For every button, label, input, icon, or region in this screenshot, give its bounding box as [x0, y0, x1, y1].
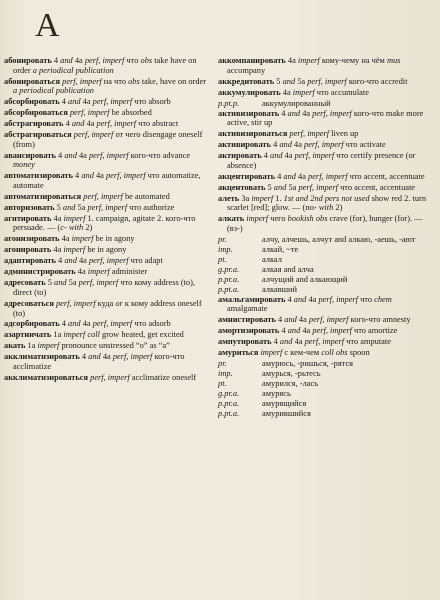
entry-text: 4 — [63, 119, 72, 129]
entry-label-italic: and — [54, 278, 67, 288]
inflection-row — [218, 409, 432, 419]
dictionary-entry — [4, 214, 212, 233]
entry-text: 4а — [100, 352, 113, 362]
inflection-row — [218, 399, 432, 409]
entry-text: take, have on order — [139, 76, 207, 86]
entry-label-italic: imperf — [260, 348, 283, 358]
entry-text: на что — [101, 76, 129, 86]
entry-text: 4а — [292, 337, 305, 347]
dictionary-entry — [4, 319, 212, 329]
entry-text: что adsorb — [132, 319, 171, 329]
entry-headword: аккумулировать — [218, 87, 281, 97]
entry-text: spoon — [347, 348, 370, 358]
entry-headword: администрировать — [4, 267, 76, 277]
entry-headword: абонировать — [4, 56, 52, 65]
inflection-label: p.pr.a. — [218, 274, 240, 284]
entry-label-italic: perf, imperf — [318, 294, 358, 304]
entry-label-italic: obs — [140, 56, 153, 65]
entry-headword: агонизировать — [4, 234, 60, 244]
entry-text: 5 — [45, 278, 55, 288]
entry-text: 2) — [83, 223, 93, 233]
entry-label-italic: and — [270, 151, 283, 161]
entry-label-italic: and — [64, 150, 77, 160]
entry-label-italic: imperf coll — [63, 330, 100, 340]
entry-headword: автоматизироваться — [4, 191, 82, 201]
inflection-row — [218, 99, 432, 109]
entry-text: 1а — [25, 341, 38, 351]
entry-headword: авторизовать — [4, 202, 55, 212]
inflection-forms: алкавший — [262, 284, 297, 294]
entry-text: кому-чему на чём — [319, 56, 387, 65]
dictionary-entry — [218, 140, 432, 150]
inflection-forms: алкая and алча — [262, 264, 314, 274]
entry-label-italic: and — [287, 108, 301, 118]
entry-text: с кем-чем — [282, 348, 322, 358]
entry-text: кого-что acclimatize — [13, 352, 185, 372]
entry-label-italic: imperf — [246, 214, 269, 224]
entry-label-italic: mus — [386, 56, 401, 65]
entry-text: acclimatize oneself — [129, 373, 197, 383]
entry-headword: абстрагировать — [4, 119, 64, 129]
entry-headword: адсорбировать — [4, 319, 60, 329]
entry-label-italic: and — [68, 97, 81, 107]
entry-label-italic: 1st and 2nd pers not used — [283, 193, 370, 203]
entry-label-italic: imperf — [297, 56, 320, 65]
right-column — [218, 56, 432, 419]
dictionary-entry — [4, 97, 212, 107]
inflection-forms: амурился, -лась — [262, 379, 319, 389]
entry-text: pronounce unstressed “o” as “a” — [59, 341, 170, 351]
entry-headword: азартничать — [4, 330, 52, 340]
inflection-forms: алкал — [262, 254, 282, 264]
entry-label-italic: perf, imperf — [92, 97, 133, 107]
entry-label-italic: perf, imperf — [112, 352, 153, 362]
entry-label-italic: perf, imperf — [308, 315, 349, 325]
entry-label-italic: imperf — [71, 234, 94, 244]
entry-text: кого-что accredit — [346, 76, 408, 86]
entry-text: 5а — [286, 182, 299, 192]
entry-label-italic: with — [318, 203, 334, 213]
entry-headword: акклиматизировать — [4, 352, 80, 362]
entry-text: liven up — [329, 129, 359, 139]
entry-headword: агонировать — [4, 245, 52, 255]
inflection-label: p.pr.a. — [218, 399, 240, 409]
entry-label-italic: imperf — [63, 245, 86, 255]
entry-label-italic: and — [282, 76, 296, 86]
entry-label-italic: coll obs — [321, 348, 348, 358]
entry-text: 4а — [84, 119, 97, 129]
entry-text: 4а — [75, 267, 88, 277]
entry-text: 4а — [282, 151, 295, 161]
inflection-label: p.pt.p. — [218, 98, 240, 108]
left-column — [4, 56, 212, 384]
entry-label-italic: perf, imperf — [88, 150, 129, 160]
entry-headword: акцентировать — [218, 171, 275, 181]
entry-label-italic: and — [71, 119, 85, 129]
dictionary-entry — [4, 341, 212, 351]
dictionary-entry — [4, 192, 212, 202]
dictionary-entry — [218, 315, 432, 325]
entry-label-italic: perf, imperf — [84, 56, 125, 65]
entry-text: administer — [109, 267, 148, 277]
entry-text: be automated — [122, 191, 170, 201]
entry-text: 4а — [59, 234, 72, 244]
inflection-row — [218, 389, 432, 399]
dictionary-entry — [4, 352, 212, 371]
entry-label-italic: bookish obs — [287, 214, 328, 224]
entry-text: 4а — [93, 171, 106, 181]
dictionary-entry — [4, 278, 212, 297]
dictionary-entry — [218, 151, 432, 170]
inflection-forms: алчущий and алкающий — [262, 274, 348, 284]
entry-headword: абсорбироваться — [4, 108, 68, 118]
dictionary-entry — [218, 214, 432, 233]
entry-label-italic: perf, imperf — [96, 119, 137, 129]
entry-headword: актировать — [218, 151, 262, 161]
entry-text: 4а — [72, 56, 85, 65]
entry-label-italic: and — [68, 319, 81, 329]
entry-label-italic: perf, imperf — [78, 278, 119, 288]
entry-headword: адресовать — [4, 278, 46, 288]
inflection-row — [218, 369, 432, 379]
entry-text: 5а — [295, 76, 308, 86]
entry-headword: акклиматизироваться — [4, 373, 89, 383]
inflection-row — [218, 255, 432, 265]
entry-text: 3а — [239, 193, 252, 203]
entry-headword: абсорбировать — [4, 97, 60, 107]
entry-label-italic: perf, imperf — [69, 108, 110, 118]
entry-text: 1. campaign, agitate 2. кого-что persuade. — ( — [13, 213, 196, 233]
entry-label-italic: and — [62, 202, 76, 212]
inflection-row — [218, 285, 432, 295]
entry-text: 4 — [261, 151, 270, 161]
inflection-label: pt. — [218, 379, 227, 389]
entry-text: show red 2. turn scarlet [red]; glow. — (по- — [227, 193, 427, 213]
inflection-row — [218, 359, 432, 369]
entry-headword: активизироваться — [218, 129, 288, 139]
entry-label-italic: and — [279, 140, 292, 150]
entry-label-italic: perf, imperf — [312, 326, 352, 336]
entry-text: кого-что make more active, stir up — [227, 108, 424, 128]
entry-text: что amputate — [344, 337, 391, 347]
entry-label-italic: imperf — [292, 87, 315, 97]
entry-label-italic: imperf — [251, 193, 274, 203]
inflection-forms: амурившийся — [262, 409, 311, 419]
entry-text: 4 — [51, 56, 61, 65]
dictionary-entry — [4, 267, 212, 277]
entry-text: 1а — [51, 330, 64, 340]
entry-label-italic: perf, imperf — [87, 202, 128, 212]
entry-text: 4 — [55, 150, 65, 160]
entry-text: 4 — [270, 140, 280, 150]
inflection-label: p.pt.a. — [218, 409, 240, 419]
entry-text: что — [358, 294, 375, 304]
entry-headword: амортизировать — [218, 326, 280, 336]
entry-label-italic: chem — [374, 294, 392, 304]
entry-text: 4а — [306, 294, 319, 304]
entry-label-italic: and — [64, 256, 77, 266]
inflection-forms: амурясь — [262, 389, 291, 399]
entry-text: что accumulate — [314, 87, 369, 97]
entry-headword: амуриться — [218, 348, 259, 358]
dictionary-entry — [218, 129, 432, 139]
section-letter: А — [35, 7, 60, 44]
entry-text: что authorize — [127, 202, 175, 212]
entry-text: что — [124, 56, 141, 65]
inflection-forms: аккумулированный — [262, 98, 331, 108]
entry-headword: акать — [4, 341, 26, 351]
entry-label-italic: perf, imperf — [62, 76, 102, 86]
inflection-row — [218, 265, 432, 275]
inflection-label: imp. — [218, 244, 233, 254]
entry-label-italic: perf, imperf — [304, 140, 344, 150]
entry-label-italic: perf, imperf — [294, 151, 335, 161]
entry-headword: алеть — [218, 193, 240, 203]
entry-label-italic: and — [88, 352, 101, 362]
entry-text: 4 — [59, 319, 69, 329]
entry-text: куда — [95, 298, 116, 308]
entry-headword: адресоваться — [4, 298, 54, 308]
entry-headword: аккредитовать — [218, 76, 275, 86]
entry-text: crave (for), hunger (for). — (вз-) — [227, 214, 423, 233]
entry-text: 4 — [279, 108, 288, 118]
entry-text: be in agony — [85, 245, 127, 255]
entry-label-italic: c- with — [60, 223, 84, 233]
entry-text: 4а — [51, 213, 64, 223]
entry-label-italic: a periodical publication — [13, 86, 94, 96]
inflection-row — [218, 245, 432, 255]
entry-text: 4а — [80, 97, 93, 107]
entry-headword: абонироваться — [4, 76, 61, 86]
entry-label-italic: and — [60, 56, 73, 65]
entry-text: 4а — [285, 56, 298, 65]
dictionary-entry — [4, 299, 212, 318]
inflection-label: pt. — [218, 254, 227, 264]
dictionary-entry — [4, 130, 212, 149]
dictionary-entry — [4, 56, 212, 75]
inflection-label: imp. — [218, 369, 233, 379]
entry-text: чего — [268, 214, 288, 224]
entry-text: 4 — [271, 337, 280, 347]
dictionary-entry — [218, 326, 432, 336]
entry-text: к кому address oneself (to) — [13, 298, 202, 318]
dictionary-entry — [218, 77, 432, 87]
inflection-label: g.pr.a. — [218, 389, 240, 399]
entry-headword: ампутировать — [218, 337, 272, 347]
entry-label-italic: and — [81, 171, 94, 181]
dictionary-entry — [4, 245, 212, 255]
entry-text: 4 — [79, 352, 89, 362]
dictionary-entry — [4, 234, 212, 244]
inflection-row — [218, 275, 432, 285]
entry-text: что absorb — [132, 97, 171, 107]
dictionary-entry — [4, 256, 212, 266]
entry-text: от чего disengage oneself (from) — [13, 130, 203, 149]
dictionary-entry — [4, 171, 212, 190]
entry-headword: активизировать — [218, 108, 280, 118]
entry-text: что amortize — [351, 326, 398, 336]
inflection-label: p.pt.a. — [218, 284, 240, 294]
entry-label-italic: and — [273, 182, 287, 192]
entry-text: что abstract — [136, 119, 179, 129]
inflection-forms: амурящийся — [262, 399, 307, 409]
entry-headword: авансировать — [4, 150, 56, 160]
entry-label-italic: and — [279, 337, 293, 347]
entry-text: 4а — [300, 326, 313, 336]
entry-text: 4 — [55, 256, 65, 266]
entry-label-italic: perf, imperf — [304, 337, 345, 347]
entry-label-italic: and — [287, 326, 301, 336]
entry-text: что accent, accentuate — [347, 171, 425, 181]
dictionary-entry — [218, 88, 432, 98]
dictionary-entry — [4, 119, 212, 129]
dictionary-entry — [218, 348, 432, 358]
entry-text: 4а — [51, 245, 64, 255]
entry-text: 4а — [80, 319, 93, 329]
entry-label-italic: money — [13, 160, 35, 170]
entry-label-italic: perf, imperf — [90, 373, 130, 383]
inflection-label: pr. — [218, 359, 227, 369]
entry-label-italic: a periodical publication — [32, 65, 114, 75]
inflection-label: pr. — [218, 234, 227, 244]
entry-label-italic: perf, imperf — [105, 171, 146, 181]
dictionary-entry — [218, 109, 432, 128]
entry-label-italic: perf, imperf — [83, 191, 123, 201]
inflection-forms: алчу, алчешь, алчут and алкаю, -аешь, -ают — [262, 234, 416, 244]
dictionary-entry — [218, 337, 432, 347]
inflection-label: g.pr.a. — [218, 264, 240, 274]
entry-label-italic: perf, imperf — [298, 182, 338, 192]
entry-text: 1. — [273, 193, 284, 203]
entry-text: 4 — [285, 294, 294, 304]
dictionary-entry — [218, 172, 432, 182]
dictionary-entry — [218, 194, 432, 213]
inflection-forms: амурься, -рьтесь — [262, 369, 321, 379]
entry-text: 4 — [72, 171, 82, 181]
entry-text: be in agony — [93, 234, 135, 244]
dictionary-entry — [4, 330, 212, 340]
entry-headword: аккомпанировать — [218, 56, 286, 65]
entry-text: amalgamate — [227, 304, 268, 314]
inflection-forms: амурюсь, -ришься, -рятся — [262, 359, 354, 369]
entry-text: 4 — [59, 97, 68, 107]
entry-text: 5 — [54, 202, 63, 212]
entry-text: 2) — [333, 203, 343, 213]
entry-text: 4 — [275, 171, 284, 181]
dictionary-entry — [4, 151, 212, 170]
entry-label-italic: perf, imperf — [308, 171, 348, 181]
entry-text: grow heated, get excited — [99, 330, 184, 340]
entry-text: take have on order — [13, 56, 197, 75]
entry-headword: акцентовать — [218, 182, 266, 192]
entry-label-italic: or — [115, 298, 123, 308]
entry-label-italic: obs — [128, 76, 140, 86]
entry-text: что кому address (to), direct (to) — [13, 278, 196, 297]
entry-text: 5 — [265, 182, 274, 192]
entry-label-italic: perf, imperf — [289, 129, 330, 139]
entry-label-italic: and — [284, 315, 297, 325]
entry-text: 4 — [279, 326, 288, 336]
entry-label-italic: perf, imperf — [88, 256, 129, 266]
dictionary-entry — [218, 295, 432, 314]
entry-headword: автоматизировать — [4, 171, 73, 181]
entry-headword: активировать — [218, 140, 271, 150]
dictionary-entry — [4, 203, 212, 213]
dictionary-entry — [4, 373, 212, 383]
entry-text: что activate — [343, 140, 386, 150]
entry-headword: амальгамировать — [218, 294, 286, 304]
entry-label-italic: and — [283, 171, 296, 181]
entry-headword: абстрагироваться — [4, 130, 72, 140]
entry-text: be absorbed — [109, 108, 152, 118]
entry-label-italic: and — [293, 294, 307, 304]
entry-text: 4а — [296, 315, 309, 325]
entry-text: 5а — [75, 202, 88, 212]
entry-label-italic: perf, imperf — [55, 298, 96, 308]
dictionary-entry — [218, 56, 432, 75]
entry-text: 4а — [76, 150, 89, 160]
entry-text: что automatize, automate — [13, 171, 201, 190]
entry-text: 4а — [295, 171, 309, 181]
entry-headword: амнистировать — [218, 315, 276, 325]
entry-text: accompany — [227, 65, 266, 75]
entry-text: 5а — [66, 278, 79, 288]
entry-label-italic: perf, imperf — [312, 108, 352, 118]
entry-label-italic: imperf — [87, 267, 110, 277]
entry-text: 4а — [300, 108, 313, 118]
entry-headword: алкать — [218, 214, 245, 224]
entry-label-italic: perf, imperf — [73, 130, 114, 140]
entry-headword: адаптировать — [4, 256, 56, 266]
dictionary-entry — [4, 77, 212, 96]
entry-text: кого-что amnesty — [348, 315, 411, 325]
entry-text: что certify presence (or absence) — [227, 151, 416, 170]
entry-text: 4 — [275, 315, 285, 325]
entry-text: 4а — [291, 140, 305, 150]
dictionary-entry — [4, 108, 212, 118]
entry-text: 4а — [76, 256, 89, 266]
entry-headword: агитировать — [4, 213, 52, 223]
inflection-forms: алкай, ~те — [262, 244, 299, 254]
entry-text: кого-что advance — [128, 150, 191, 160]
entry-label-italic: perf, imperf — [307, 76, 347, 86]
dictionary-entry — [218, 183, 432, 193]
entry-label-italic: perf, imperf — [92, 319, 133, 329]
inflection-row — [218, 235, 432, 245]
entry-text: 5 — [274, 76, 283, 86]
inflection-row — [218, 379, 432, 389]
entry-label-italic: imperf — [63, 213, 86, 223]
entry-label-italic: imperf — [37, 341, 60, 351]
entry-text: что adapt — [128, 256, 163, 266]
entry-text: 4а — [280, 87, 293, 97]
entry-text: что accent, accentuate — [337, 182, 416, 192]
